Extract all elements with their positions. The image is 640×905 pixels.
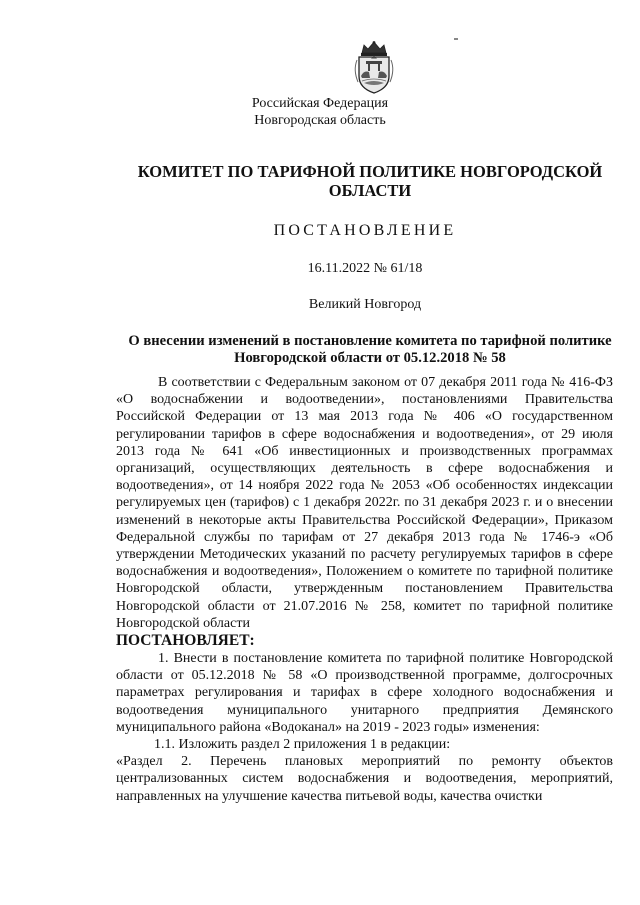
city-name: Великий Новгород bbox=[308, 297, 422, 312]
item-1-1-paragraph: 1.1. Изложить раздел 2 приложения 1 в редакции: bbox=[154, 737, 451, 753]
document-number-date: 16.11.2022 № 61/18 bbox=[307, 261, 423, 276]
item-1-paragraph: 1. Внести в постановление комитета по тарифной политике Новгородской области от 05.12.2018 № 58 «О производственной программе, долгосрочных параметрах регулирования и тарифах в сфере холодного водоснабжения и водоотведения муниципального унитарного предприятия Демянского муниципального района «Водоканал» на 2019 - 2023 годы» изменения: bbox=[116, 651, 613, 735]
scan-speck bbox=[454, 38, 458, 40]
preamble-paragraph: В соответствии с Федеральным законом от 07 декабря 2011 года № 416-ФЗ «О водоснабжении и водоотведении», постановлениями Правительства Российской Федерации от 13 мая 2013 года № 406 «О государственном регулировании тарифов в сфере водоснабжения и водоотведения», от 29 июля 2013 года № 641 «Об инвестиционных и производственных программах организаций, осуществляющих деятельность в сфере водоснабжения и водоотведения», от 14 ноября 2022 года № 2053 «Об особенностях индексации регулируемых цен (тарифов) с 1 декабря 2022г. по 31 декабря 2023 г. и о внесении изменений в некоторые акты Правительства Российской Федерации», Приказом Федеральной службы по тарифам от 27 декабря 2013 года № 1746-э «Об утверждении Методических указаний по расчету регулируемых тарифов в сфере водоснабжения и водоотведения», Положением о комитете по тарифной политике Новгородской области, утвержденным постановлением Правительства Новгородской области от 21.07.2016 № 258, комитет по тарифной политике Новгородской области bbox=[116, 375, 613, 631]
coat-of-arms-icon bbox=[349, 40, 399, 94]
country-line: Российская Федерация bbox=[251, 96, 389, 111]
document-type: ПОСТАНОВЛЕНИЕ bbox=[273, 222, 457, 239]
resolves-heading: ПОСТАНОВЛЯЕТ: bbox=[116, 632, 255, 650]
section-quote-paragraph: «Раздел 2. Перечень плановых мероприятий по ремонту объектов централизованных систем водоснабжения и водоотведения, мероприятий, направленных на улучшение качества питьевой воды, качества очистки bbox=[116, 754, 613, 804]
document-subject: О внесении изменений в постановление комитета по тарифной политике Новгородской области от 05.12.2018 № 58 bbox=[128, 333, 612, 366]
document-body bbox=[116, 374, 613, 805]
committee-title: КОМИТЕТ ПО ТАРИФНОЙ ПОЛИТИКЕ НОВГОРОДСКОЙ ОБЛАСТИ bbox=[137, 162, 603, 200]
region-line: Новгородская область bbox=[254, 113, 386, 128]
